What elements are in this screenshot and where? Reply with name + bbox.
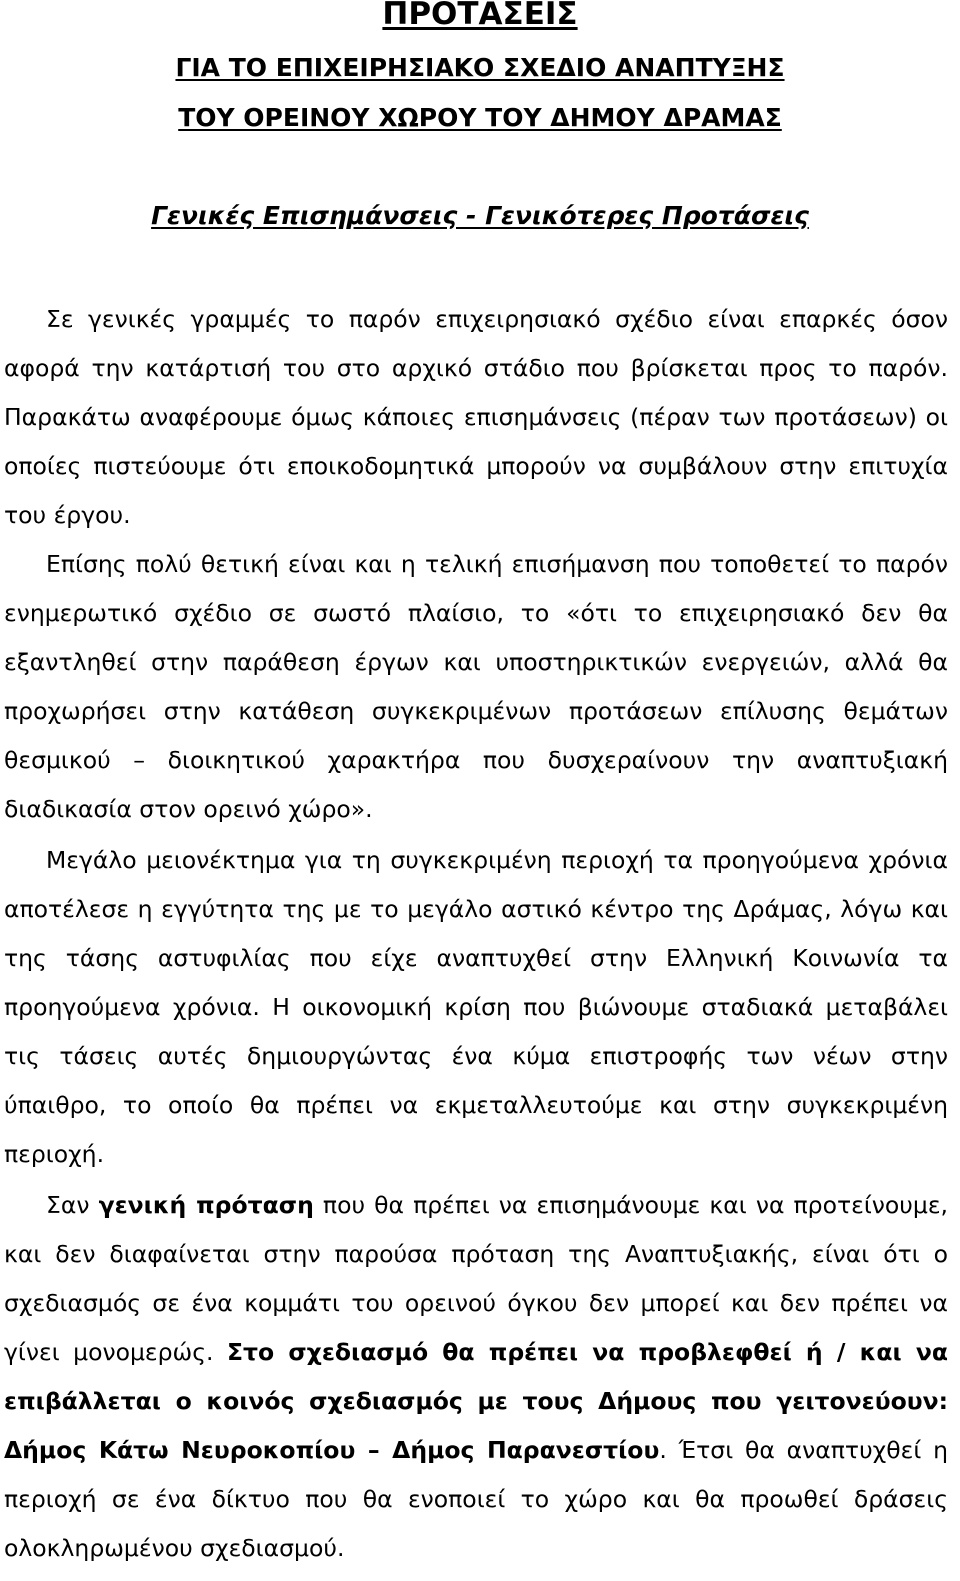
proposal-text-body: που θα πρέπει να επισημάνουμε και να προτείνουμε, και δεν διαφαίνεται στην παρούσα πρόταση της Αναπτυξιακής, είναι ότι ο σχεδιασμός σε ένα κομμάτι του ορεινού όγκου δεν μπορεί και δεν πρέπει να γίνει μονομερώς. (4, 1191, 949, 1366)
paragraph-disadvantage: Μεγάλο μειονέκτημα για τη συγκεκριμένη περιοχή τα προηγούμενα χρόνια αποτέλεσε η εγγύτητα της με το μεγάλο αστικό κέντρο της Δράμας, λόγω και της τάσης αστυφιλίας που είχε αναπτυχθεί στην Ελληνική Κοινωνία τα προηγούμενα χρόνια. Η οικονομική κρίση που βιώνουμε σταδιακά μεταβάλει τις τάσεις αυτές δημιουργώντας ένα κύμα επιστροφής των νέων στην ύπαιθρο, το οποίο θα πρέπει να εκμεταλλευτούμε και στην συγκεκριμένη περιοχή. (4, 846, 948, 1168)
document-subtitle-line2: ΤΟΥ ΟΡΕΙΝΟΥ ΧΩΡΟΥ ΤΟΥ ΔΗΜΟΥ ΔΡΑΜΑΣ (178, 103, 782, 132)
proposal-emphasis-joint-planning: Στο σχεδιασμό θα πρέπει να προβλεφθεί ή / και να επιβάλλεται ο κοινός σχεδιασμός με τους Δήμους που γειτονεύουν: Δήμος Κάτω Νευροκοπίου – Δήμος Παρανεστίου (4, 1338, 948, 1464)
proposal-emphasis-general: γενική πρόταση (98, 1191, 314, 1219)
section-heading: Γενικές Επισημάνσεις - Γενικότερες Προτάσεις (151, 201, 809, 230)
paragraph-general-proposal (4, 1181, 948, 1573)
proposal-text-conclusion: . Έτσι θα αναπτυχθεί η περιοχή σε ένα δίκτυο που θα ενοποιεί το χώρο και θα προωθεί δράσεις ολοκληρωμένου σχεδιασμού. (4, 1436, 949, 1562)
proposal-text-intro: Σαν (46, 1191, 99, 1219)
document-subtitle-line1: ΓΙΑ ΤΟ ΕΠΙΧΕΙΡΗΣΙΑΚΟ ΣΧΕΔΙΟ ΑΝΑΠΤΥΞΗΣ (175, 53, 785, 82)
document-title: ΠΡΟΤΑΣΕΙΣ (382, 0, 578, 32)
paragraph-positive-remark: Επίσης πολύ θετική είναι και η τελική επισήμανση που τοποθετεί το παρόν ενημερωτικό σχέδιο σε σωστό πλαίσιο, το «ότι το επιχειρησιακό δεν θα εξαντληθεί στην παράθεση έργων και υποστηρικτικών ενεργειών, αλλά θα προχωρήσει στην κατάθεση συγκεκριμένων προτάσεων επίλυσης θεμάτων θεσμικού – διοικητικού χαρακτήρα που δυσχεραίνουν την αναπτυξιακή διαδικασία στον ορεινό χώρο». (4, 550, 948, 823)
paragraph-general-assessment: Σε γενικές γραμμές το παρόν επιχειρησιακό σχέδιο είναι επαρκές όσον αφορά την κατάρτισή του στο αρχικό στάδιο που βρίσκεται προς το παρόν. Παρακάτω αναφέρουμε όμως κάποιες επισημάνσεις (πέραν των προτάσεων) οι οποίες πιστεύουμε ότι εποικοδομητικά μπορούν να συμβάλουν στην επιτυχία του έργου. (4, 305, 948, 529)
